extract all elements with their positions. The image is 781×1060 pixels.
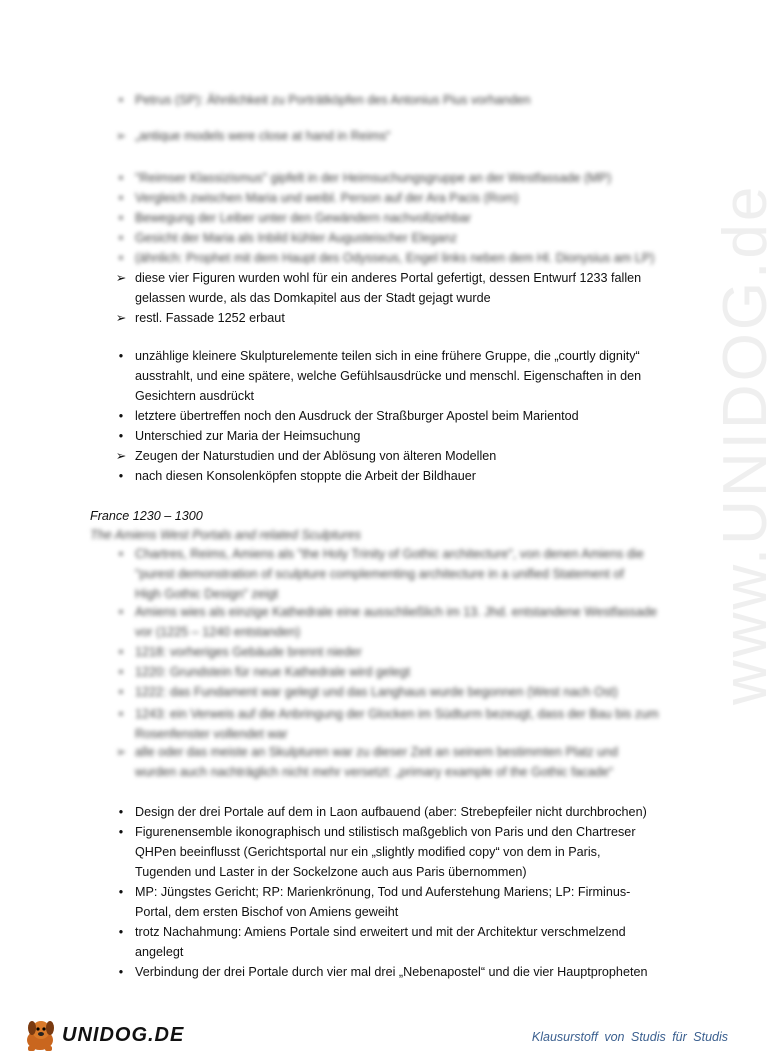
text-line: 1222: das Fundament war gelegt und das Langhaus wurde begonnen (West nach Ost) — [135, 685, 618, 699]
section-heading: France 1230 – 1300 — [90, 509, 203, 523]
text-line: Portal, dem ersten Bischof von Amiens geweiht — [135, 905, 399, 919]
text-line: "Reimser Klassizismus" gipfelt in der Heimsuchungsgruppe an der Westfassade (MP) — [135, 171, 612, 185]
text-line: Vergleich zwischen Maria und weibl. Person auf der Ara Pacis (Rom) — [135, 191, 519, 205]
arrow-bullet-icon: ➢ — [115, 745, 127, 759]
footer-logo — [20, 1018, 184, 1052]
bullet-icon: • — [118, 349, 124, 363]
watermark: www.UNIDOG.de — [711, 183, 780, 705]
text-line: ausstrahlt, und eine spätere, welche Gefühlsausdrücke und menschl. Eigenschaften in den — [135, 369, 642, 383]
bullet-icon: • — [118, 429, 124, 443]
bullet-icon: • — [118, 707, 124, 721]
section-subheading: The Amiens West Portals and related Sculptures — [90, 528, 361, 542]
text-line: Gesichtern ausdrückt — [135, 389, 254, 403]
text-line: Unterschied zur Maria der Heimsuchung — [135, 429, 361, 443]
text-line: MP: Jüngstes Gericht; RP: Marienkrönung, Tod und Auferstehung Mariens; LP: Firminus- — [135, 885, 631, 899]
text-line: Gesicht der Maria als Inbild kühler Augusteischer Eleganz — [135, 231, 458, 245]
text-line: 1220: Grundstein für neue Kathedrale wird gelegt — [135, 665, 411, 679]
bullet-icon: • — [118, 93, 124, 107]
bullet-icon: • — [118, 171, 124, 185]
bullet-icon: • — [118, 685, 124, 699]
bullet-icon: • — [118, 665, 124, 679]
text-line: alle oder das meiste an Skulpturen war zu dieser Zeit an seinem bestimmten Platz und — [135, 745, 619, 759]
text-line: Petrus (SP): Ähnlichkeit zu Porträtköpfen des Antonius Pius vorhanden — [135, 93, 531, 107]
text-line: Chartres, Reims, Amiens als "the Holy Trinity of Gothic architecture", von denen Amiens die — [135, 547, 644, 561]
text-line: restl. Fassade 1252 erbaut — [135, 311, 285, 325]
text-line: letztere übertreffen noch den Ausdruck der Straßburger Apostel beim Marientod — [135, 409, 579, 423]
logo-text: UNIDOG.DE — [62, 1023, 185, 1046]
text-line: Tugenden und Laster in der Sockelzone auch aus Paris übernommen) — [135, 865, 527, 879]
text-line: angelegt — [135, 945, 184, 959]
text-line: 1243: ein Verweis auf die Anbringung der Glocken im Südturm bezeugt, dass der Bau bis zum — [135, 707, 659, 721]
bullet-icon: • — [118, 409, 124, 423]
text-line: „antique models were close at hand in Reims“ — [135, 129, 391, 143]
text-line: trotz Nachahmung: Amiens Portale sind erweitert und mit der Architektur verschmelzend — [135, 925, 626, 939]
text-line: (ähnlich: Prophet mit dem Haupt des Odysseus, Engel links neben dem Hl. Dionysius am LP) — [135, 251, 655, 265]
arrow-bullet-icon: ➢ — [115, 311, 127, 325]
bullet-icon: • — [118, 965, 124, 979]
text-line: diese vier Figuren wurden wohl für ein anderes Portal gefertigt, dessen Entwurf 1233 fallen — [135, 271, 642, 285]
bullet-icon: • — [118, 885, 124, 899]
bullet-icon: • — [118, 805, 124, 819]
text-line: Design der drei Portale auf dem in Laon aufbauend (aber: Strebepfeiler nicht durchbrochen) — [135, 805, 647, 819]
text-line: wurden auch nachträglich nicht mehr versetzt: „primary example of the Gothic facade“ — [135, 765, 614, 779]
bullet-icon: • — [118, 231, 124, 245]
arrow-bullet-icon: ➢ — [115, 449, 127, 463]
bullet-icon: • — [118, 645, 124, 659]
bullet-icon: • — [118, 547, 124, 561]
text-line: gelassen wurde, als das Domkapitel aus der Stadt gejagt wurde — [135, 291, 491, 305]
bullet-icon: • — [118, 825, 124, 839]
bullet-icon: • — [118, 605, 124, 619]
dog-icon — [20, 1018, 60, 1052]
text-line: nach diesen Konsolenköpfen stoppte die Arbeit der Bildhauer — [135, 469, 476, 483]
bullet-icon: • — [118, 211, 124, 225]
text-line: unzählige kleinere Skulpturelemente teilen sich in eine frühere Gruppe, die „courtly dignity“ — [135, 349, 640, 363]
text-line: Figurenensemble ikonographisch und stilistisch maßgeblich von Paris und den Chartreser — [135, 825, 636, 839]
bullet-icon: • — [118, 191, 124, 205]
arrow-bullet-icon: ➢ — [115, 271, 127, 285]
bullet-icon: • — [118, 469, 124, 483]
text-line: 1218: vorheriges Gebäude brennt nieder — [135, 645, 362, 659]
text-line: Amiens wies als einzige Kathedrale eine ausschließlich im 13. Jhd. entstandene Westfassade — [135, 605, 657, 619]
text-line: Zeugen der Naturstudien und der Ablösung von älteren Modellen — [135, 449, 497, 463]
text-line: High Gothic Design" zeigt — [135, 587, 279, 601]
footer-tagline: Klausurstoff von Studis für Studis — [531, 1030, 728, 1044]
text-line: Verbindung der drei Portale durch vier mal drei „Nebenapostel“ und die vier Hauptpropheten — [135, 965, 648, 979]
text-line: Bewegung der Leiber unter den Gewändern nachvollziehbar — [135, 211, 472, 225]
arrow-bullet-icon: ➢ — [115, 129, 127, 143]
text-line: Rosenfenster vollendet war — [135, 727, 288, 741]
bullet-icon: • — [118, 925, 124, 939]
bullet-icon: • — [118, 251, 124, 265]
text-line: vor (1225 – 1240 entstanden) — [135, 625, 301, 639]
text-line: "purest demonstration of sculpture complementing architecture in a unified Statement of — [135, 567, 624, 581]
text-line: QHPen beeinflusst (Gerichtsportal nur ein „slightly modified copy“ von dem in Paris, — [135, 845, 601, 859]
